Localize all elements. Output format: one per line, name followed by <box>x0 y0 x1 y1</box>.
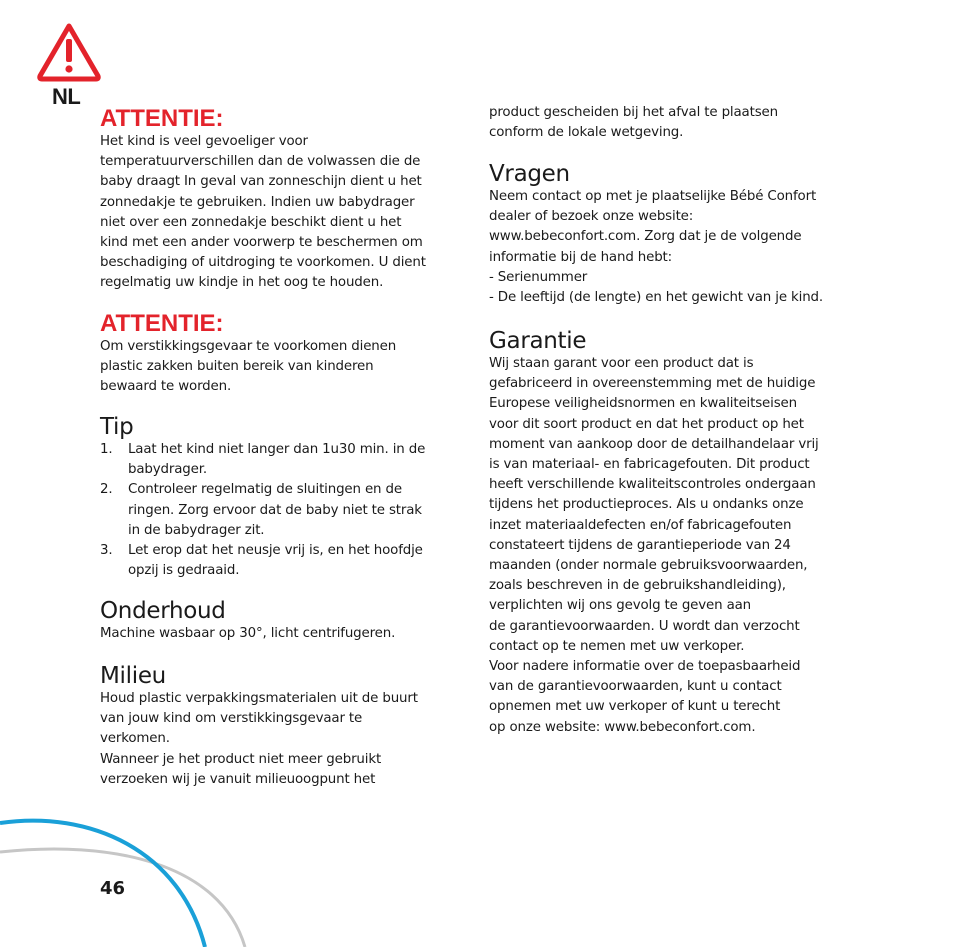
page-number: 46 <box>100 878 126 899</box>
tip-text: Laat het kind niet langer dan 1u30 min. in de babydrager. <box>128 442 426 478</box>
milieu-heading: Milieu <box>100 663 166 689</box>
warning-triangle-icon <box>36 22 102 82</box>
vragen-section <box>489 161 849 308</box>
tip-list-item <box>100 541 460 581</box>
decorative-swoosh <box>0 790 260 947</box>
attentie-section-2 <box>100 311 460 398</box>
tip-text: Let erop dat het neusje vrij is, en het hoofdje opzij is gedraaid. <box>128 543 423 579</box>
tip-number: 1. <box>100 442 113 457</box>
attentie-text-1: Het kind is veel gevoeliger voor temperatuurverschillen dan de volwassen die de baby draagt In geval van zonneschijn dient u het zonnedakje te gebruiken. Indien uw babydrager niet over een zonnedakje beschikt dient u het kind met een ander voorwerp te beschermen om beschadiging of uitdroging te voorkomen. U dient regelmatig uw kindje in het oog te houden. <box>100 134 426 291</box>
garantie-heading: Garantie <box>489 328 587 354</box>
attentie-section-1 <box>100 106 460 294</box>
tip-number: 3. <box>100 543 113 559</box>
tip-section <box>100 414 460 581</box>
attentie-text-2: Om verstikkingsgevaar te voorkomen dienen plastic zakken buiten bereik van kinderen bewaard te worden. <box>100 339 397 395</box>
milieu-continued-text: product gescheiden bij het afval te plaatsen conform de lokale wetgeving. <box>489 105 778 141</box>
tip-list-item <box>100 480 460 541</box>
vragen-heading: Vragen <box>489 161 570 187</box>
milieu-text: Houd plastic verpakkingsmaterialen uit de buurt van jouw kind om verstikkingsgevaar te verkomen. Wanneer je het product niet meer gebruikt verzoeken wij je vanuit milieuoogpunt het <box>100 691 418 787</box>
tip-text: Controleer regelmatig de sluitingen en de ringen. Zorg ervoor dat de baby niet te strak in de babydrager zit. <box>128 482 422 538</box>
onderhoud-section <box>100 598 460 644</box>
attentie-heading-1: ATTENTIE: <box>100 105 224 132</box>
milieu-continued <box>489 103 849 143</box>
vragen-text: Neem contact op met je plaatselijke Bébé Confort dealer of bezoek onze website: www.bebeconfort.com. Zorg dat je de volgende informatie bij de hand hebt: - Serienummer - De leeftijd (de lengte) en het gewicht van je kind. <box>489 189 823 306</box>
attentie-heading-2: ATTENTIE: <box>100 310 224 337</box>
onderhoud-text: Machine wasbaar op 30°, licht centrifugeren. <box>100 626 396 641</box>
tip-list-item <box>100 440 460 480</box>
tip-number: 2. <box>100 482 113 498</box>
tip-heading: Tip <box>100 414 134 440</box>
onderhoud-heading: Onderhoud <box>100 598 226 624</box>
language-label: NL <box>52 84 81 109</box>
garantie-text: Wij staan garant voor een product dat is gefabriceerd in overeenstemming met de huidige Europese veiligheidsnormen en kwaliteitseisen voor dit soort product en dat het product op het moment van aankoop door de detailhandelaar vrij is van materiaal- en fabricagefouten. Dit product heeft verschillende kwaliteitscontroles ondergaan tijdens het productieproces. Als u ondanks onze inzet materiaaldefecten en/of fabricagefouten constateert tijdens de garantieperiode van 24 maanden (onder normale gebruiksvoorwaarden, zoals beschreven in de gebruikshandleiding), verplichten wij ons gevolg te geven aan de garantievoorwaarden. U wordt dan verzocht contact op te nemen met uw verkoper. Voor nadere informatie over de toepasbaarheid van de garantievoorwaarden, kunt u contact opnemen met uw verkoper of kunt u terecht op onze website: www.bebeconfort.com. <box>489 356 819 735</box>
milieu-section <box>100 663 460 790</box>
garantie-section <box>489 328 849 738</box>
tip-list <box>100 440 460 581</box>
